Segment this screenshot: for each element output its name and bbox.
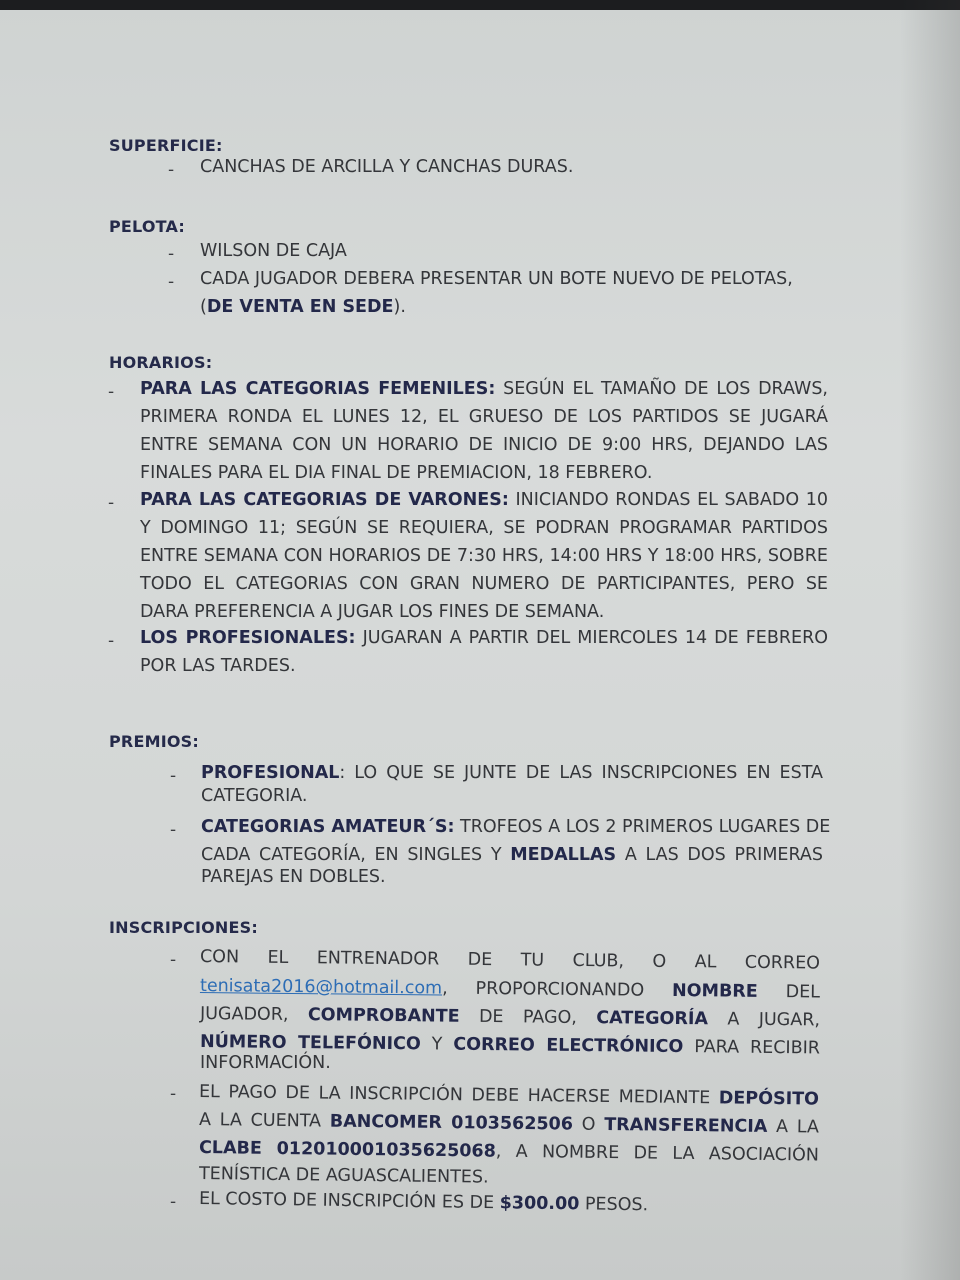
horarios-varones-line-5: DARA PREFERENCIA A JUGAR LOS FINES DE SEMANA.: [140, 602, 605, 622]
bullet-dash: -: [108, 631, 115, 651]
inscripciones-item-1-line-4: NÚMERO TELEFÓNICO Y CORREO ELECTRÓNICO PARA RECIBIR: [199, 1032, 821, 1059]
bullet-dash: -: [168, 244, 175, 264]
inscripciones-item-2-line-4: TENÍSTICA DE AGUASCALIENTES.: [198, 1164, 489, 1188]
horarios-varones-line-1: PARA LAS CATEGORIAS DE VARONES: INICIANDO RONDAS EL SABADO 10: [140, 490, 828, 510]
horarios-femeniles-line-2: PRIMERA RONDA EL LUNES 12, EL GRUESO DE LOS PARTIDOS SE JUGARÁ: [140, 407, 828, 427]
bullet-dash: -: [170, 950, 177, 970]
horarios-femeniles-line-4: FINALES PARA EL DIA FINAL DE PREMIACION, 18 FEBRERO.: [140, 463, 653, 483]
bullet-dash: -: [170, 1192, 177, 1212]
inscripciones-item-1-line-3: JUGADOR, COMPROBANTE DE PAGO, CATEGORÍA A JUGAR,: [199, 1004, 821, 1031]
inscripciones-item-3: EL COSTO DE INSCRIPCIÓN ES DE $300.00 PESOS.: [198, 1189, 649, 1216]
heading-superficie: SUPERFICIE:: [109, 136, 223, 155]
superficie-item: CANCHAS DE ARCILLA Y CANCHAS DURAS.: [200, 157, 574, 177]
inscripciones-item-1-line-1: CON EL ENTRENADOR DE TU CLUB, O AL CORREO: [199, 947, 821, 974]
heading-horarios: HORARIOS:: [109, 353, 213, 372]
premios-amateurs-line-2: CADA CATEGORÍA, EN SINGLES Y MEDALLAS A LAS DOS PRIMERAS: [201, 845, 824, 865]
pelota-item-2-line-2: (DE VENTA EN SEDE).: [200, 297, 406, 317]
bullet-dash: -: [170, 820, 177, 840]
inscripciones-item-2-line-3: CLABE 012010001035625068, A NOMBRE DE LA ASOCIACIÓN: [198, 1138, 820, 1166]
bullet-dash: -: [170, 766, 177, 786]
horarios-femeniles-line-3: ENTRE SEMANA CON UN HORARIO DE INICIO DE 9:00 HRS, DEJANDO LAS: [140, 435, 828, 455]
heading-inscripciones: INSCRIPCIONES:: [109, 918, 258, 937]
contact-email-link[interactable]: tenisata2016@hotmail.com: [199, 976, 443, 999]
bullet-dash: -: [170, 1084, 177, 1104]
heading-premios: PREMIOS:: [109, 732, 199, 751]
inscripciones-item-2-line-1: EL PAGO DE LA INSCRIPCIÓN DEBE HACERSE MEDIANTE DEPÓSITO: [198, 1082, 820, 1110]
pelota-item-2-line-1: CADA JUGADOR DEBERA PRESENTAR UN BOTE NUEVO DE PELOTAS,: [200, 269, 793, 289]
horarios-femeniles-line-1: PARA LAS CATEGORIAS FEMENILES: SEGÚN EL TAMAÑO DE LOS DRAWS,: [140, 379, 828, 399]
pelota-item-1: WILSON DE CAJA: [200, 241, 347, 261]
bullet-dash: -: [168, 160, 175, 180]
inscripciones-item-1-line-5: INFORMACIÓN.: [200, 1053, 331, 1073]
bullet-dash: -: [108, 493, 115, 513]
premios-amateurs-line-1: CATEGORIAS AMATEUR´S: TROFEOS A LOS 2 PRIMEROS LUGARES DE: [201, 817, 831, 837]
horarios-varones-line-2: Y DOMINGO 11; SEGÚN SE REQUIERA, SE PODRAN PROGRAMAR PARTIDOS: [140, 518, 828, 538]
bullet-dash: -: [108, 382, 115, 402]
premios-amateurs-line-3: PAREJAS EN DOBLES.: [201, 867, 386, 887]
premios-profesional-line-2: CATEGORIA.: [201, 786, 308, 806]
inscripciones-item-1-line-2: tenisata2016@hotmail.com, PROPORCIONANDO NOMBRE DEL: [199, 976, 821, 1003]
horarios-varones-line-3: ENTRE SEMANA CON HORARIOS DE 7:30 HRS, 14:00 HRS Y 18:00 HRS, SOBRE: [140, 546, 828, 566]
bullet-dash: -: [168, 272, 175, 292]
horarios-profesionales-line-2: POR LAS TARDES.: [140, 656, 296, 676]
heading-pelota: PELOTA:: [109, 217, 186, 236]
inscripciones-item-2-line-2: A LA CUENTA BANCOMER 0103562506 O TRANSFERENCIA A LA: [198, 1110, 820, 1138]
horarios-varones-line-4: TODO EL CATEGORIAS CON GRAN NUMERO DE PARTICIPANTES, PERO SE: [140, 574, 828, 594]
horarios-profesionales-line-1: LOS PROFESIONALES: JUGARAN A PARTIR DEL MIERCOLES 14 DE FEBRERO: [140, 628, 829, 648]
premios-profesional-line-1: PROFESIONAL: LO QUE SE JUNTE DE LAS INSCRIPCIONES EN ESTA: [201, 763, 823, 783]
